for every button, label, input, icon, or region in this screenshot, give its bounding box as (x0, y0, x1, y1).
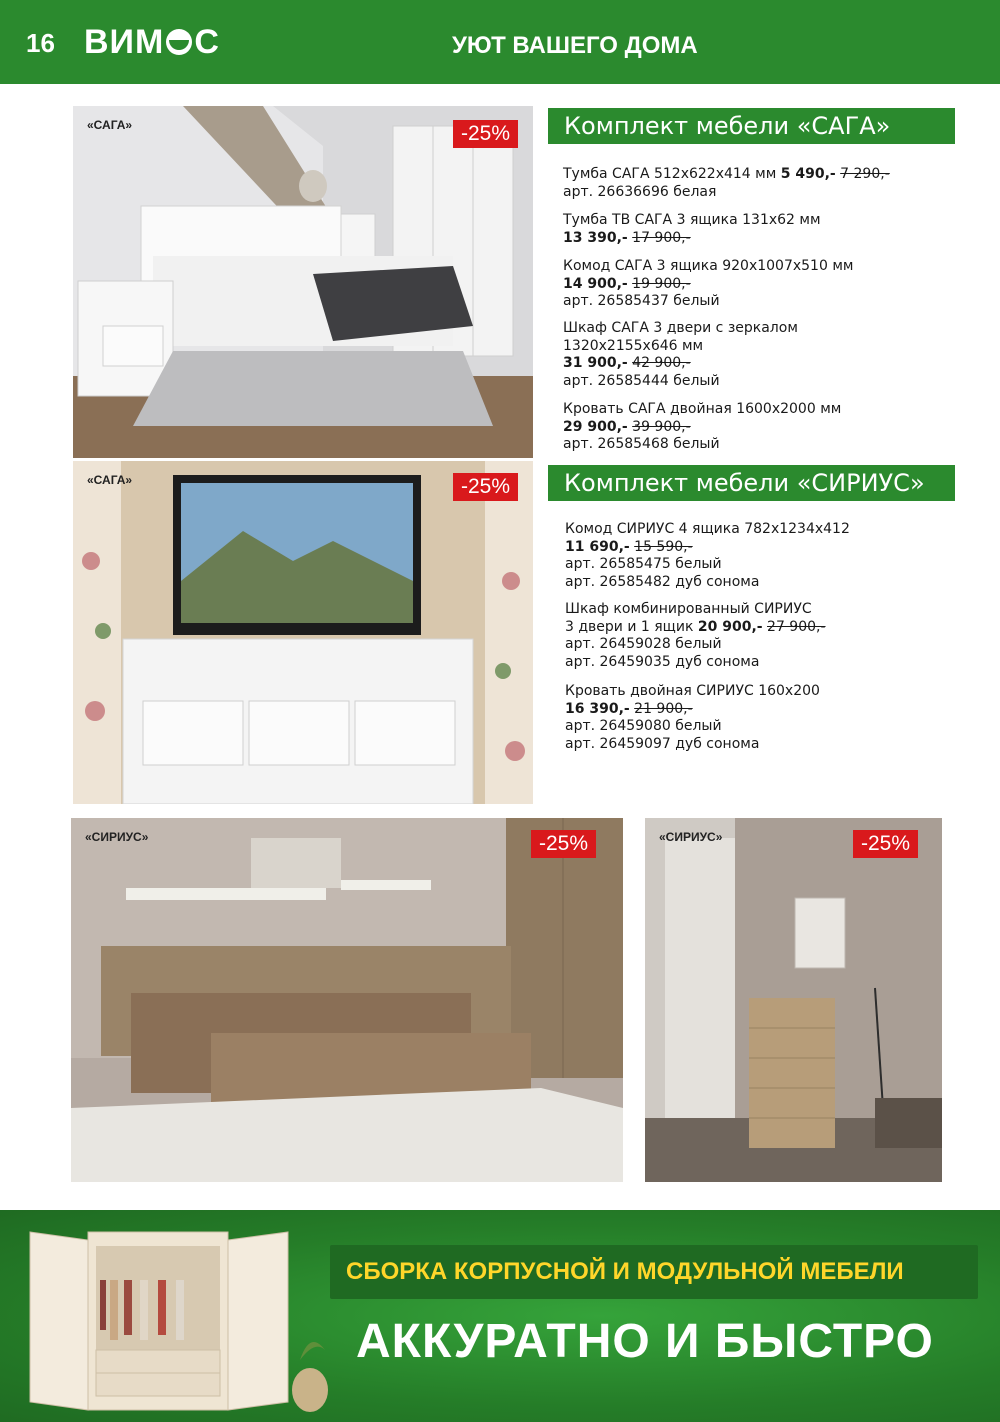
discount-badge: -25% (853, 830, 918, 858)
item-art: арт. 26585437 белый (563, 293, 720, 309)
sirius-set-title: Комплект мебели «СИРИУС» (548, 465, 955, 501)
item-name: Кровать САГА двойная 1600x2000 мм (563, 401, 842, 417)
item-art: арт. 26459080 белый (565, 718, 722, 734)
item-name: Комод СИРИУС 4 ящика 782x1234x412 (565, 521, 850, 537)
sirius-dresser-illustration (645, 818, 942, 1182)
item-old-price: 17 900,- (632, 229, 691, 246)
logo-text-left: ВИМ (84, 22, 165, 61)
item-art-2: арт. 26459097 дуб сонома (565, 735, 760, 752)
item-name: Шкаф САГА 3 двери с зеркалом (563, 320, 798, 336)
item-price: 31 900,- (563, 355, 628, 371)
section-title: УЮТ ВАШЕГО ДОМА (452, 32, 698, 59)
sirius-dresser-photo (645, 818, 942, 1182)
page-number: 16 (26, 28, 55, 58)
sirius-bedroom-photo (71, 818, 623, 1182)
item-art: арт. 26636696 белая (563, 183, 717, 200)
sirius-item (565, 683, 965, 753)
item-old-price: 21 900,- (634, 700, 693, 717)
photo-label: «САГА» (87, 473, 133, 487)
tv-stand-illustration (73, 461, 533, 804)
item-old-price: 27 900,- (767, 618, 826, 635)
item-size: 3 двери и 1 ящик (565, 618, 694, 635)
globe-icon (166, 29, 192, 55)
item-price: 13 390,- (563, 229, 628, 246)
item-name: Тумба САГА 512x622x414 мм (563, 166, 777, 182)
item-art: арт. 26459028 белый (565, 636, 722, 652)
wardrobe-illustration (0, 1210, 330, 1422)
photo-label: «СИРИУС» (85, 830, 149, 844)
item-name: Шкаф комбинированный СИРИУС (565, 601, 812, 617)
item-old-price: 15 590,- (634, 538, 693, 555)
photo-label: «СИРИУС» (659, 830, 723, 844)
item-art: арт. 26585475 белый (565, 556, 722, 572)
item-price: 5 490,- (780, 166, 836, 182)
item-price: 16 390,- (565, 700, 630, 717)
item-old-price: 19 900,- (632, 275, 691, 292)
saga-item (563, 258, 963, 311)
bedroom-illustration (73, 106, 533, 458)
item-price: 14 900,- (563, 275, 628, 292)
brand-logo[interactable] (84, 22, 220, 62)
item-price: 29 900,- (563, 418, 628, 435)
item-price: 20 900,- (697, 618, 763, 635)
item-art-2: арт. 26459035 дуб сонома (565, 653, 760, 670)
saga-item (563, 166, 963, 201)
photo-label: «САГА» (87, 118, 133, 132)
page-header (0, 0, 1000, 84)
item-old-price: 7 290,- (840, 166, 890, 182)
saga-item (563, 401, 963, 454)
item-size: 1320x2155x646 мм (563, 337, 704, 354)
item-old-price: 39 900,- (632, 418, 691, 435)
item-name: Тумба ТВ САГА 3 ящика 131x62 мм (563, 212, 821, 228)
saga-bedroom-photo (73, 106, 533, 458)
banner-headline: СБОРКА КОРПУСНОЙ И МОДУЛЬНОЙ МЕБЕЛИ (346, 1258, 904, 1285)
item-old-price: 42 900,- (632, 355, 691, 371)
sirius-bedroom-illustration (71, 818, 623, 1182)
sirius-item (565, 601, 965, 671)
item-art-2: арт. 26585482 дуб сонома (565, 573, 760, 590)
banner-slogan: АККУРАТНО И БЫСТРО (356, 1315, 934, 1368)
logo-text-right: С (194, 22, 220, 61)
item-art: арт. 26585468 белый (563, 436, 720, 452)
saga-item (563, 212, 963, 247)
item-art: арт. 26585444 белый (563, 372, 720, 389)
item-name: Кровать двойная СИРИУС 160x200 (565, 683, 820, 699)
discount-badge: -25% (453, 120, 518, 148)
saga-item (563, 320, 963, 390)
discount-badge: -25% (531, 830, 596, 858)
discount-badge: -25% (453, 473, 518, 501)
sirius-item (565, 521, 965, 591)
item-name: Комод САГА 3 ящика 920x1007x510 мм (563, 258, 854, 274)
saga-tv-stand-photo (73, 461, 533, 804)
item-price: 11 690,- (565, 538, 630, 555)
saga-set-title: Комплект мебели «САГА» (548, 108, 955, 144)
